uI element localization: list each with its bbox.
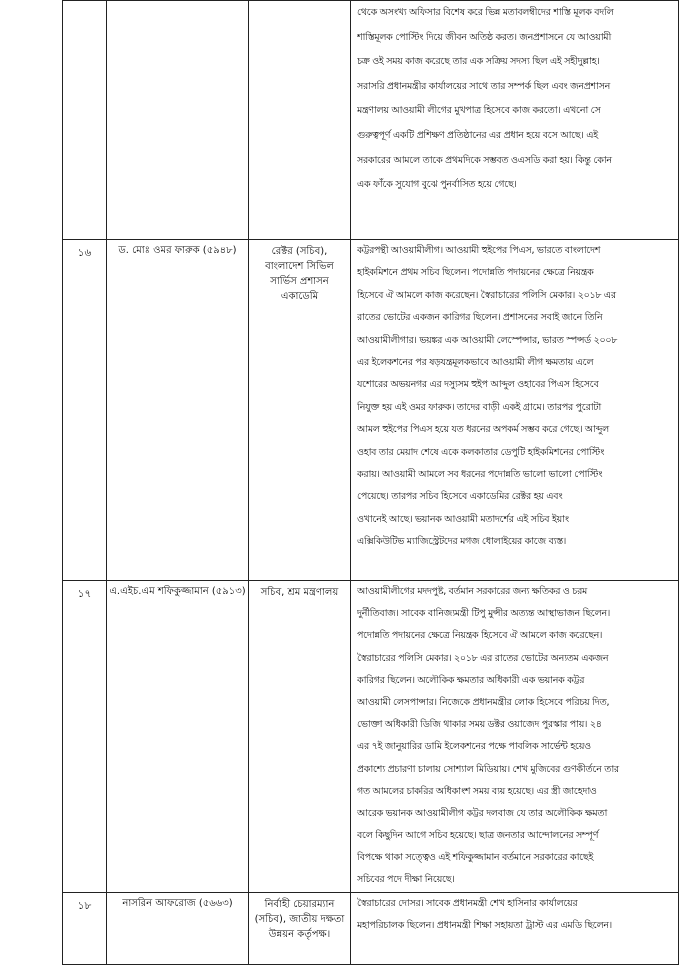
remarks-line: বলে কিছুদিন আগে সচিব হয়েছে। ছাত্র জনতার আন্দোলনের সম্পূর্ণ [357, 830, 599, 842]
remarks-line: রাতের ভোটের একজন কারিগর ছিলেন। প্রশাসনের সবাই জানে তিনি [357, 312, 603, 324]
remarks-line: শাস্তিমূলক পোস্টিং দিয়ে জীবন অতিষ্ঠ করত। জনপ্রশাসনে যে আওয়ামী [357, 31, 611, 43]
remarks-line: আওয়ামীলীগের মদদপুষ্ট, বর্তমান সরকারের জন্য ক্ষতিকর ও চরম [357, 586, 588, 597]
remarks-line: সচিবের পদে দীক্ষা নিয়েছে। [357, 874, 455, 886]
remarks-line: গত আমলের চাকরির অধিকাংশ সময় ব্যয় হয়েছে। এর স্ত্রী জাহেদাও [357, 785, 597, 797]
remarks-line: সরাসরি প্রধানমন্ত্রীর কার্যালয়ের সাথে তার সম্পর্ক ছিল এবং জনপ্রশাসন [357, 80, 611, 92]
remarks-line: চক্র ওই সময় কাজ করেছে তার এক সক্রিয় সদস্য ছিল এই সহীদুল্লাহ। [357, 56, 600, 68]
remarks-line: সরকারের আমলে তাকে প্রথমদিকে সম্ভবত ওএসডি করা হয়। কিন্তু কোন [357, 154, 612, 166]
designation-cell [249, 1, 351, 240]
remarks-line: এক ফাঁকে সুযোগ বুঝে পুনর্বাসিত হয়ে গেছে। [357, 179, 517, 191]
name-cell: নাসরিন আফরোজ (৫৬৬৩) [107, 892, 249, 964]
officials-table [62, 0, 679, 965]
document-page [62, 0, 678, 960]
remarks-line: আওয়ামী লেসপান্সার। নিজেকে প্রধানমন্ত্রীর লোক হিসেবে পরিচয় দিত, [357, 696, 610, 708]
remarks-line: কারিগর ছিলেন। অলৌকিক ক্ষমতার অধিকারী এক ভয়ানক কট্টর [357, 674, 585, 686]
remarks-line: এর ৭ই জানুয়ারির ডামি ইলেকশনের পক্ষে পাবলিক সার্ভেন্ট হয়েও [357, 741, 591, 753]
serial-cell: ১৮ [63, 892, 107, 964]
remarks-cell [351, 240, 679, 581]
remarks-line: থেকে অসংখ্য অফিসার বিশেষ করে ভিন্ন মতাবলম্বীদের শাস্তি মূলক বদলি [357, 7, 614, 18]
remarks-line: স্বৈরাচারের দোসর। সাবেক প্রধানমন্ত্রী শেখ হাসিনার কার্যালয়ের [357, 897, 578, 909]
designation-cell: রেক্টর (সচিব), বাংলাদেশ সিভিল সার্ভিস প্রশাসন একাডেমি [249, 240, 351, 581]
remarks-line: বিপক্ষে থাকা সত্ত্বেও এই শফিকুজ্জামান বর্তমানে সরকারের কাছেই [357, 852, 594, 864]
remarks-line: আরেক ভয়ানক আওয়ামীলীগ কট্টর দলবাজ যে তার অলৌকিক ক্ষমতা [357, 807, 608, 819]
remarks-line: হাইকমিশনে প্রথম সচিব ছিলেন। পদোন্নতি পদায়নের ক্ষেত্রে নিয়ন্ত্রক [357, 267, 594, 279]
serial-cell [63, 1, 107, 240]
remarks-line: পেয়েছে। তারপর সচিব হিসেবে একাডেমির রেক্টর হয় এবং [357, 491, 563, 503]
remarks-line: যশোরের অভয়নগর এর দস্যুসম হুইপ আব্দুল ওহাবের পিএস হিসেবে [357, 379, 599, 391]
designation-cell: নির্বাহী চেয়ারম্যান (সচিব), জাতীয় দক্ষতা উন্নয়ন কর্তৃপক্ষ। [249, 892, 351, 964]
table-row [63, 581, 679, 893]
remarks-line: নিযুক্ত হয় এই ওমর ফারুক। তাদের বাড়ী একই গ্রামে। তারপর পুরোটা [357, 401, 601, 413]
remarks-cell [351, 581, 679, 893]
remarks-line: পদোন্নতি পদায়নের ক্ষেত্রে নিয়ন্ত্রক হিসেবে ঐ আমলে কাজ করেছেন। [357, 630, 603, 642]
designation-cell: সচিব, শ্রম মন্ত্রণালয় [249, 581, 351, 893]
remarks-line: স্বৈরাচারের পলিসি মেকার। ২০১৮ এর রাতের ভোটের অন্যতম একজন [357, 652, 609, 664]
remarks-line: কট্টরপন্থী আওয়ামীলীগ। আওয়ামী হুইপের পিএস, ভারতে বাংলাদেশ [357, 245, 601, 256]
remarks-line: এক্সিকিউটিভ ম্যাজিস্ট্রেটদের মগজ ধোলাইয়ের কাজে ব্যস্ত। [357, 536, 566, 548]
remarks-line: গুরুত্বপূর্ণ একটি প্রশিক্ষণ প্রতিষ্ঠানের এর প্রধান হয়ে বসে আছে। এই [357, 129, 598, 141]
remarks-line: ওহাব তার মেয়াদ শেষে একে কলকাতার ডেপুটি হাইকমিশনের পোস্টিং [357, 446, 605, 458]
remarks-line: আমল হুইপের পিএস হয়ে যত ধরনের অপকর্ম সম্ভব করে গেছে। আব্দুল [357, 424, 609, 436]
remarks-cell [351, 892, 679, 964]
remarks-line: ওখানেই আছে। ভয়ানক আওয়ামী মতাদর্শের এই সচিব ইয়াং [357, 513, 569, 525]
remarks-cell [351, 1, 679, 240]
remarks-line: দুর্নীতিবাজ। সাবেক বানিজ্যমন্ত্রী টিপু মুন্সীর অত্যন্ত আস্থাভাজন ছিলেন। [357, 608, 610, 620]
name-cell: ড. মোঃ ওমর ফারুক (৫৯৪৮) [107, 240, 249, 581]
remarks-line: হিসেবে ঐ আমলে কাজ করেছেন। স্বৈরাচারের পলিসি মেকার। ২০১৮ এর [357, 289, 616, 301]
remarks-line: এর ইলেকশনের পর ষড়যন্ত্রমূলকভাবে আওয়ামী লীগ ক্ষমতায় এলে [357, 356, 594, 368]
remarks-line: প্রকাশ্যে প্রচারণা চালায় সোশ্যাল মিডিয়ায়। শেখ মুজিবের গুণকীর্তনে তার [357, 763, 619, 775]
name-cell: এ.এইচ.এম শফিকুজ্জামান (৫৯১৩) [107, 581, 249, 893]
remarks-line: ভোক্তা অধিকারী ডিজি থাকার সময় ডক্টর ওয়াজেদ পুরস্কার পায়। ২৪ [357, 719, 602, 731]
serial-cell: ১৭ [63, 581, 107, 893]
remarks-line: মন্ত্রণালয় আওয়ামী লীগের মুখপাত্র হিসেবে কাজ করতো। এখনো সে [357, 105, 601, 117]
remarks-line: মহাপরিচালক ছিলেন। প্রধানমন্ত্রী শিক্ষা সহায়তা ট্রাস্ট এর এমডি ছিলেন। [357, 919, 612, 931]
serial-cell: ১৬ [63, 240, 107, 581]
name-cell [107, 1, 249, 240]
table-row [63, 1, 679, 240]
table-row [63, 240, 679, 581]
table-row [63, 892, 679, 964]
remarks-line: করায়। আওয়ামী আমলে সব ধরনের পদোন্নতি ভালো ভালো পোস্টিং [357, 468, 603, 480]
remarks-line: আওয়ামীলীগার। ভয়ঙ্কর এক আওয়ামী লেস্পেন্সার, ভারত স্পন্সর্ড ২০০৮ [357, 334, 618, 346]
